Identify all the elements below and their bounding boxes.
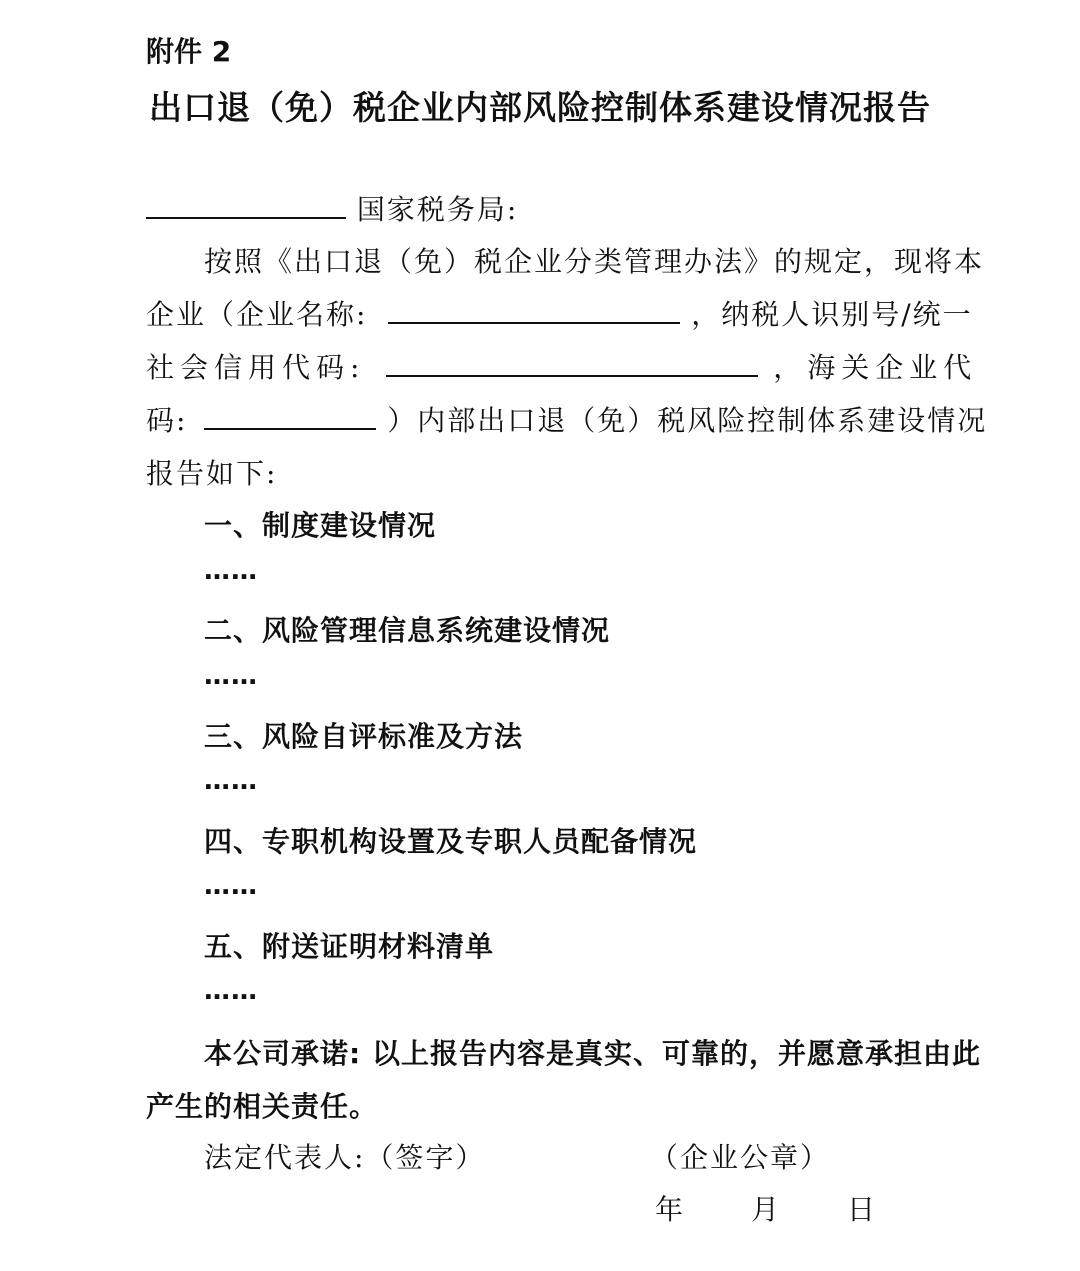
company-name-blank [388,296,680,324]
section-4-heading: 四、专职机构设置及专职人员配备情况 [204,825,698,858]
customs-code-label: ，海关企业代 [773,351,978,384]
customs-code-blank [204,402,376,430]
section-1-placeholder: …… [204,556,258,586]
credit-code-blank [386,349,758,377]
intro-line-3 [146,346,977,386]
customs-code-label-end: 码: [146,404,188,437]
section-5-placeholder: …… [204,976,258,1006]
intro-line-1: 按照《出口退（免）税企业分类管理办法》的规定，现将本 [204,245,985,278]
promise-line-1: 本公司承诺: 以上报告内容是真实、可靠的，并愿意承担由此 [204,1037,981,1070]
attachment-label: 附件 2 [146,35,232,68]
section-2-placeholder: …… [204,661,258,691]
taxpayer-id-label: ，纳税人识别号/统一 [691,298,973,331]
document-title: 出口退（免）税企业内部风险控制体系建设情况报告 [149,88,931,127]
promise-line-2: 产生的相关责任。 [146,1090,379,1123]
legal-representative-signature: 法定代表人:（签字） [204,1141,486,1174]
section-5-heading: 五、附送证明材料清单 [204,930,495,963]
section-4-placeholder: …… [204,871,258,901]
signature-date: 年 月 日 [655,1193,880,1226]
intro-line-4 [146,399,987,439]
section-3-placeholder: …… [204,766,258,796]
company-seal: （企业公章） [650,1141,831,1174]
intro-line-4-text: ）内部出口退（免）税风险控制体系建设情况 [387,404,988,437]
intro-line-5: 报告如下: [146,457,278,490]
section-2-heading: 二、风险管理信息系统建设情况 [204,614,611,647]
section-1-heading: 一、制度建设情况 [204,509,437,542]
recipient-blank [146,191,346,219]
intro-line-2 [146,293,973,333]
credit-code-label: 社会信用代码: [146,351,366,384]
section-3-heading: 三、风险自评标准及方法 [204,720,524,753]
recipient-line [146,188,518,228]
company-name-label: 企业（企业名称: [146,298,368,331]
recipient-suffix: 国家税务局: [356,193,519,226]
